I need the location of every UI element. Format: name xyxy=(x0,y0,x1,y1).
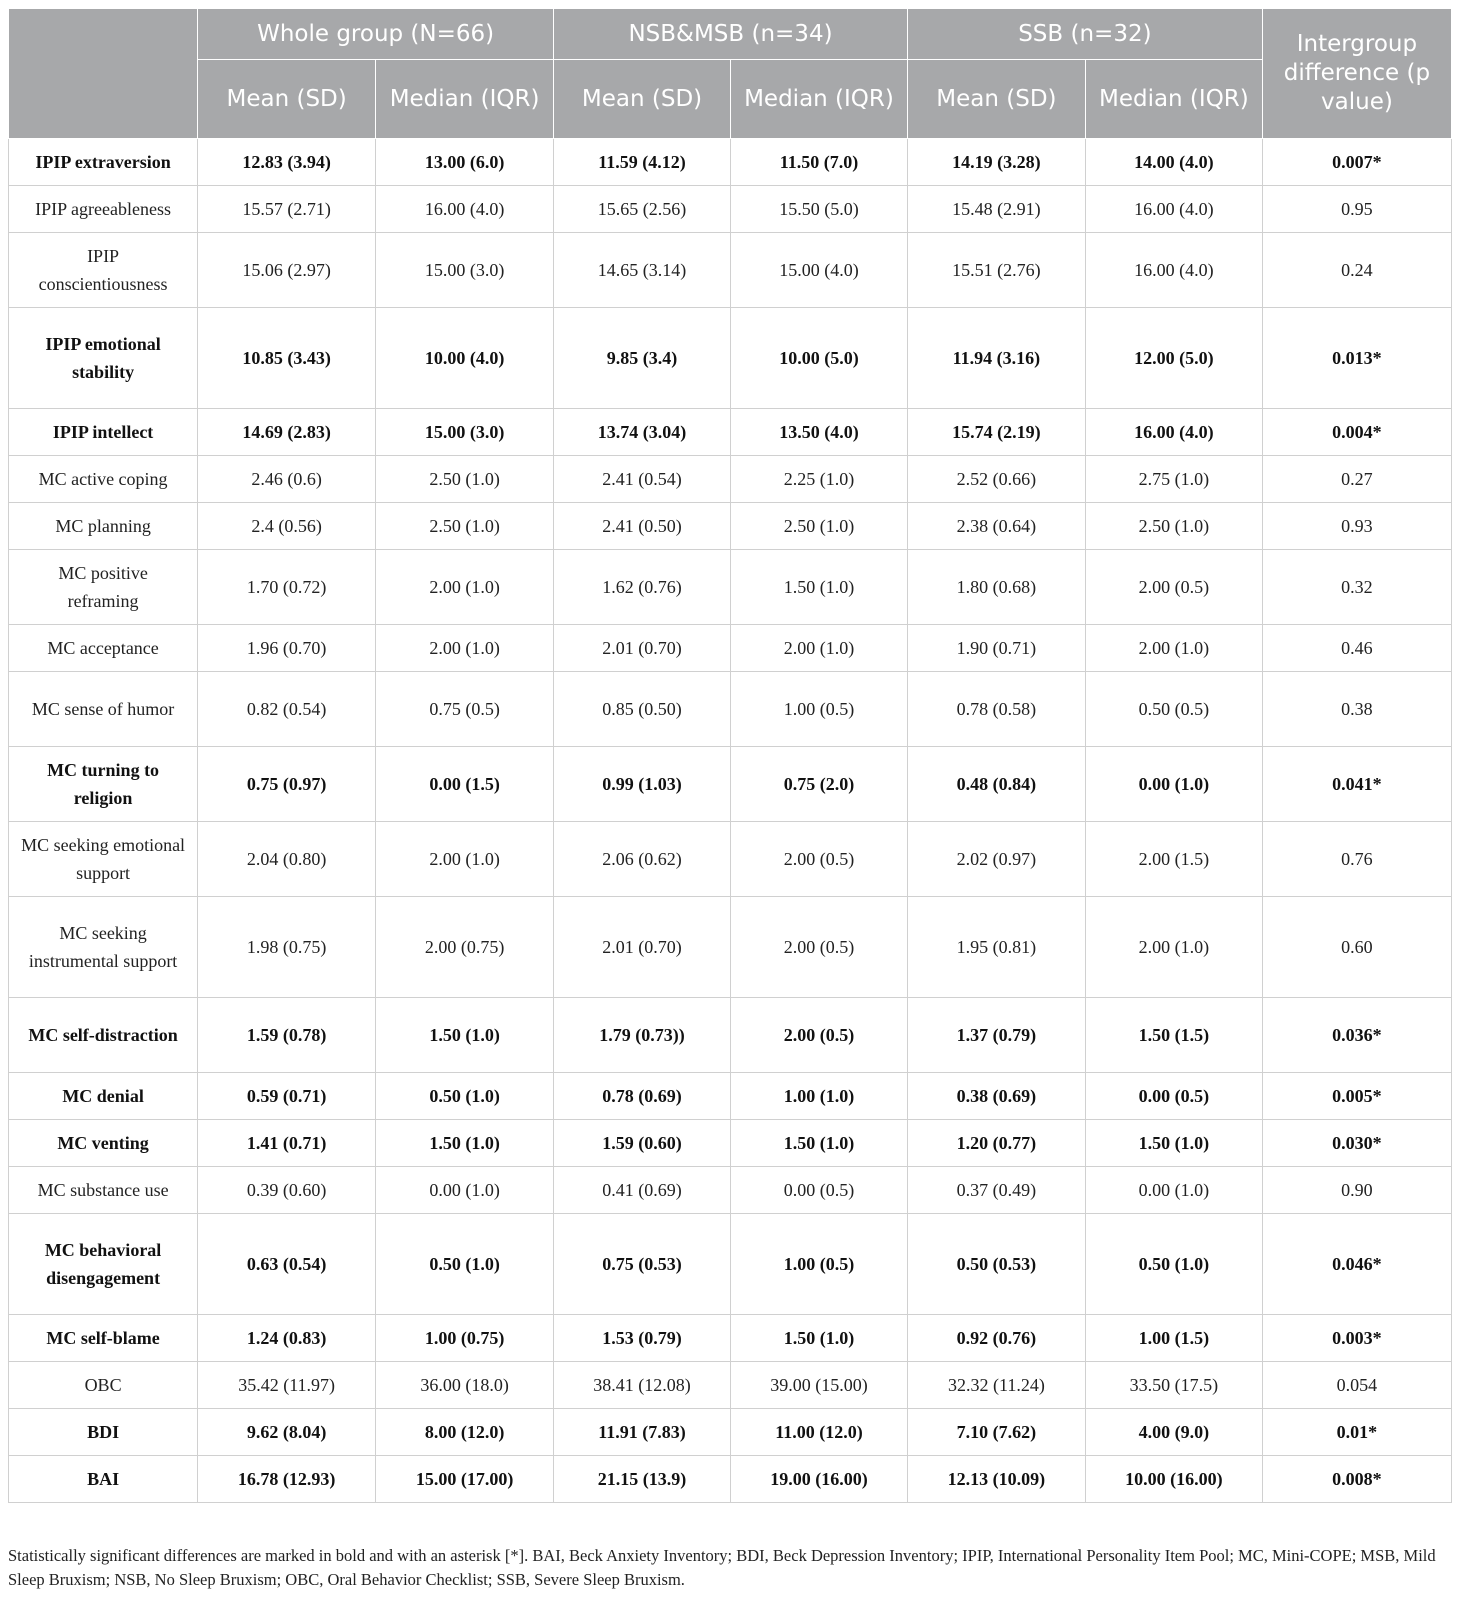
value-cell: 1.96 (0.70) xyxy=(198,625,376,672)
row-label: IPIP emotional stability xyxy=(9,308,198,409)
p-value-cell: 0.004* xyxy=(1262,409,1451,456)
value-cell: 2.00 (0.5) xyxy=(731,897,908,998)
value-cell: 15.00 (3.0) xyxy=(376,233,554,308)
value-cell: 0.78 (0.69) xyxy=(554,1073,731,1120)
value-cell: 2.00 (1.0) xyxy=(731,625,908,672)
header-median-iqr: Median (IQR) xyxy=(1085,60,1262,139)
value-cell: 1.50 (1.0) xyxy=(376,1120,554,1167)
p-value-cell: 0.007* xyxy=(1262,139,1451,186)
value-cell: 2.00 (1.0) xyxy=(1085,625,1262,672)
value-cell: 2.75 (1.0) xyxy=(1085,456,1262,503)
table-row xyxy=(9,1362,1452,1409)
value-cell: 0.50 (1.0) xyxy=(376,1214,554,1315)
value-cell: 2.00 (0.75) xyxy=(376,897,554,998)
value-cell: 36.00 (18.0) xyxy=(376,1362,554,1409)
p-value-cell: 0.95 xyxy=(1262,186,1451,233)
value-cell: 1.50 (1.0) xyxy=(731,1315,908,1362)
table-row xyxy=(9,822,1452,897)
value-cell: 16.00 (4.0) xyxy=(376,186,554,233)
value-cell: 14.69 (2.83) xyxy=(198,409,376,456)
header-intergroup-difference: Intergroup difference (p value) xyxy=(1262,9,1451,139)
value-cell: 1.50 (1.0) xyxy=(731,550,908,625)
p-value-cell: 0.003* xyxy=(1262,1315,1451,1362)
value-cell: 12.00 (5.0) xyxy=(1085,308,1262,409)
value-cell: 0.85 (0.50) xyxy=(554,672,731,747)
value-cell: 39.00 (15.00) xyxy=(731,1362,908,1409)
value-cell: 2.4 (0.56) xyxy=(198,503,376,550)
value-cell: 10.00 (16.00) xyxy=(1085,1456,1262,1503)
table-row xyxy=(9,1167,1452,1214)
value-cell: 0.38 (0.69) xyxy=(907,1073,1085,1120)
value-cell: 0.00 (0.5) xyxy=(1085,1073,1262,1120)
p-value-cell: 0.005* xyxy=(1262,1073,1451,1120)
value-cell: 16.00 (4.0) xyxy=(1085,409,1262,456)
header-mean-sd: Mean (SD) xyxy=(907,60,1085,139)
value-cell: 12.83 (3.94) xyxy=(198,139,376,186)
value-cell: 2.00 (0.5) xyxy=(731,822,908,897)
value-cell: 0.50 (1.0) xyxy=(1085,1214,1262,1315)
table-row xyxy=(9,503,1452,550)
row-label: MC turning to religion xyxy=(9,747,198,822)
p-value-cell: 0.93 xyxy=(1262,503,1451,550)
table-row xyxy=(9,186,1452,233)
value-cell: 2.02 (0.97) xyxy=(907,822,1085,897)
value-cell: 1.62 (0.76) xyxy=(554,550,731,625)
row-label: MC seeking instrumental support xyxy=(9,897,198,998)
value-cell: 0.99 (1.03) xyxy=(554,747,731,822)
table-row xyxy=(9,139,1452,186)
value-cell: 0.82 (0.54) xyxy=(198,672,376,747)
row-label: MC sense of humor xyxy=(9,672,198,747)
row-label: IPIP agreeableness xyxy=(9,186,198,233)
value-cell: 15.50 (5.0) xyxy=(731,186,908,233)
results-table-container xyxy=(8,8,1452,1503)
value-cell: 15.00 (17.00) xyxy=(376,1456,554,1503)
value-cell: 1.00 (0.5) xyxy=(731,672,908,747)
table-row xyxy=(9,1315,1452,1362)
value-cell: 11.94 (3.16) xyxy=(907,308,1085,409)
value-cell: 11.50 (7.0) xyxy=(731,139,908,186)
table-row xyxy=(9,897,1452,998)
value-cell: 10.00 (4.0) xyxy=(376,308,554,409)
value-cell: 1.00 (0.5) xyxy=(731,1214,908,1315)
value-cell: 10.00 (5.0) xyxy=(731,308,908,409)
row-label: IPIP extraversion xyxy=(9,139,198,186)
row-label: MC behavioral disengagement xyxy=(9,1214,198,1315)
row-label: MC self-distraction xyxy=(9,998,198,1073)
value-cell: 15.00 (3.0) xyxy=(376,409,554,456)
value-cell: 2.04 (0.80) xyxy=(198,822,376,897)
value-cell: 2.50 (1.0) xyxy=(1085,503,1262,550)
table-body xyxy=(9,139,1452,1503)
value-cell: 1.53 (0.79) xyxy=(554,1315,731,1362)
value-cell: 2.52 (0.66) xyxy=(907,456,1085,503)
value-cell: 1.59 (0.78) xyxy=(198,998,376,1073)
table-row xyxy=(9,747,1452,822)
value-cell: 0.00 (0.5) xyxy=(731,1167,908,1214)
row-label: BAI xyxy=(9,1456,198,1503)
value-cell: 0.75 (2.0) xyxy=(731,747,908,822)
header-whole-group: Whole group (N=66) xyxy=(198,9,554,60)
value-cell: 1.20 (0.77) xyxy=(907,1120,1085,1167)
value-cell: 2.25 (1.0) xyxy=(731,456,908,503)
value-cell: 11.91 (7.83) xyxy=(554,1409,731,1456)
value-cell: 1.79 (0.73)) xyxy=(554,998,731,1073)
value-cell: 2.00 (0.5) xyxy=(731,998,908,1073)
value-cell: 19.00 (16.00) xyxy=(731,1456,908,1503)
value-cell: 35.42 (11.97) xyxy=(198,1362,376,1409)
value-cell: 0.39 (0.60) xyxy=(198,1167,376,1214)
value-cell: 0.78 (0.58) xyxy=(907,672,1085,747)
table-row xyxy=(9,1073,1452,1120)
header-ssb-group: SSB (n=32) xyxy=(907,9,1262,60)
value-cell: 15.57 (2.71) xyxy=(198,186,376,233)
p-value-cell: 0.38 xyxy=(1262,672,1451,747)
value-cell: 1.90 (0.71) xyxy=(907,625,1085,672)
header-median-iqr: Median (IQR) xyxy=(731,60,908,139)
value-cell: 15.06 (2.97) xyxy=(198,233,376,308)
value-cell: 0.00 (1.0) xyxy=(376,1167,554,1214)
value-cell: 1.00 (0.75) xyxy=(376,1315,554,1362)
value-cell: 14.00 (4.0) xyxy=(1085,139,1262,186)
value-cell: 0.75 (0.97) xyxy=(198,747,376,822)
p-value-cell: 0.008* xyxy=(1262,1456,1451,1503)
p-value-cell: 0.013* xyxy=(1262,308,1451,409)
value-cell: 1.59 (0.60) xyxy=(554,1120,731,1167)
p-value-cell: 0.041* xyxy=(1262,747,1451,822)
header-nsb-msb-group: NSB&MSB (n=34) xyxy=(554,9,908,60)
row-label: OBC xyxy=(9,1362,198,1409)
header-median-iqr: Median (IQR) xyxy=(376,60,554,139)
row-label: MC self-blame xyxy=(9,1315,198,1362)
row-label: MC substance use xyxy=(9,1167,198,1214)
table-row xyxy=(9,456,1452,503)
value-cell: 0.63 (0.54) xyxy=(198,1214,376,1315)
value-cell: 1.00 (1.5) xyxy=(1085,1315,1262,1362)
table-row xyxy=(9,1409,1452,1456)
results-table xyxy=(8,8,1452,1503)
value-cell: 2.01 (0.70) xyxy=(554,625,731,672)
value-cell: 1.80 (0.68) xyxy=(907,550,1085,625)
value-cell: 1.00 (1.0) xyxy=(731,1073,908,1120)
value-cell: 0.50 (0.53) xyxy=(907,1214,1085,1315)
header-mean-sd: Mean (SD) xyxy=(554,60,731,139)
value-cell: 0.50 (0.5) xyxy=(1085,672,1262,747)
header-blank-cell xyxy=(9,9,198,139)
value-cell: 8.00 (12.0) xyxy=(376,1409,554,1456)
value-cell: 2.41 (0.54) xyxy=(554,456,731,503)
value-cell: 0.48 (0.84) xyxy=(907,747,1085,822)
table-row xyxy=(9,672,1452,747)
value-cell: 13.00 (6.0) xyxy=(376,139,554,186)
table-row xyxy=(9,1456,1452,1503)
value-cell: 15.51 (2.76) xyxy=(907,233,1085,308)
row-label: MC active coping xyxy=(9,456,198,503)
value-cell: 15.74 (2.19) xyxy=(907,409,1085,456)
value-cell: 2.00 (1.0) xyxy=(1085,897,1262,998)
p-value-cell: 0.90 xyxy=(1262,1167,1451,1214)
value-cell: 11.00 (12.0) xyxy=(731,1409,908,1456)
value-cell: 2.50 (1.0) xyxy=(376,503,554,550)
table-row xyxy=(9,233,1452,308)
value-cell: 0.59 (0.71) xyxy=(198,1073,376,1120)
value-cell: 1.37 (0.79) xyxy=(907,998,1085,1073)
value-cell: 9.62 (8.04) xyxy=(198,1409,376,1456)
value-cell: 0.50 (1.0) xyxy=(376,1073,554,1120)
value-cell: 14.65 (3.14) xyxy=(554,233,731,308)
value-cell: 16.00 (4.0) xyxy=(1085,233,1262,308)
value-cell: 16.00 (4.0) xyxy=(1085,186,1262,233)
row-label: MC venting xyxy=(9,1120,198,1167)
value-cell: 33.50 (17.5) xyxy=(1085,1362,1262,1409)
value-cell: 0.00 (1.5) xyxy=(376,747,554,822)
value-cell: 0.00 (1.0) xyxy=(1085,1167,1262,1214)
value-cell: 15.48 (2.91) xyxy=(907,186,1085,233)
value-cell: 4.00 (9.0) xyxy=(1085,1409,1262,1456)
p-value-cell: 0.46 xyxy=(1262,625,1451,672)
value-cell: 38.41 (12.08) xyxy=(554,1362,731,1409)
value-cell: 2.00 (1.0) xyxy=(376,550,554,625)
row-label: MC denial xyxy=(9,1073,198,1120)
header-row-stats xyxy=(9,60,1452,139)
row-label: MC positive reframing xyxy=(9,550,198,625)
p-value-cell: 0.27 xyxy=(1262,456,1451,503)
row-label: MC seeking emotional support xyxy=(9,822,198,897)
value-cell: 2.01 (0.70) xyxy=(554,897,731,998)
table-row xyxy=(9,550,1452,625)
value-cell: 1.50 (1.0) xyxy=(1085,1120,1262,1167)
value-cell: 2.00 (0.5) xyxy=(1085,550,1262,625)
table-footnote: Statistically significant differences are marked in bold and with an asterisk [*]. BAI, Beck Anxiety Inventory; BDI, Beck Depression Inventory; IPIP, International Personality Item Pool; MC, Mini-COPE; MSB, Mild Sleep Bruxism; NSB, No Sleep Bruxism; OBC, Oral Behavior Checklist; SSB, Severe Sleep Bruxism. xyxy=(8,1546,1436,1589)
p-value-cell: 0.32 xyxy=(1262,550,1451,625)
value-cell: 0.75 (0.53) xyxy=(554,1214,731,1315)
value-cell: 15.00 (4.0) xyxy=(731,233,908,308)
value-cell: 2.46 (0.6) xyxy=(198,456,376,503)
header-row-groups xyxy=(9,9,1452,60)
table-row xyxy=(9,625,1452,672)
header-mean-sd: Mean (SD) xyxy=(198,60,376,139)
row-label: MC acceptance xyxy=(9,625,198,672)
value-cell: 7.10 (7.62) xyxy=(907,1409,1085,1456)
p-value-cell: 0.01* xyxy=(1262,1409,1451,1456)
table-row xyxy=(9,1120,1452,1167)
p-value-cell: 0.054 xyxy=(1262,1362,1451,1409)
value-cell: 2.50 (1.0) xyxy=(376,456,554,503)
table-row xyxy=(9,1214,1452,1315)
table-row xyxy=(9,409,1452,456)
value-cell: 16.78 (12.93) xyxy=(198,1456,376,1503)
value-cell: 13.74 (3.04) xyxy=(554,409,731,456)
value-cell: 9.85 (3.4) xyxy=(554,308,731,409)
value-cell: 1.50 (1.0) xyxy=(376,998,554,1073)
p-value-cell: 0.76 xyxy=(1262,822,1451,897)
value-cell: 1.70 (0.72) xyxy=(198,550,376,625)
p-value-cell: 0.036* xyxy=(1262,998,1451,1073)
value-cell: 0.00 (1.0) xyxy=(1085,747,1262,822)
value-cell: 14.19 (3.28) xyxy=(907,139,1085,186)
row-label: IPIP intellect xyxy=(9,409,198,456)
p-value-cell: 0.24 xyxy=(1262,233,1451,308)
row-label: MC planning xyxy=(9,503,198,550)
value-cell: 13.50 (4.0) xyxy=(731,409,908,456)
value-cell: 0.37 (0.49) xyxy=(907,1167,1085,1214)
value-cell: 1.50 (1.5) xyxy=(1085,998,1262,1073)
p-value-cell: 0.030* xyxy=(1262,1120,1451,1167)
value-cell: 0.41 (0.69) xyxy=(554,1167,731,1214)
value-cell: 0.92 (0.76) xyxy=(907,1315,1085,1362)
value-cell: 2.06 (0.62) xyxy=(554,822,731,897)
value-cell: 2.00 (1.0) xyxy=(376,625,554,672)
value-cell: 1.95 (0.81) xyxy=(907,897,1085,998)
value-cell: 1.24 (0.83) xyxy=(198,1315,376,1362)
value-cell: 2.38 (0.64) xyxy=(907,503,1085,550)
value-cell: 2.50 (1.0) xyxy=(731,503,908,550)
table-row xyxy=(9,998,1452,1073)
row-label: BDI xyxy=(9,1409,198,1456)
p-value-cell: 0.046* xyxy=(1262,1214,1451,1315)
value-cell: 1.41 (0.71) xyxy=(198,1120,376,1167)
value-cell: 2.41 (0.50) xyxy=(554,503,731,550)
row-label: IPIP conscientiousness xyxy=(9,233,198,308)
p-value-cell: 0.60 xyxy=(1262,897,1451,998)
value-cell: 32.32 (11.24) xyxy=(907,1362,1085,1409)
value-cell: 21.15 (13.9) xyxy=(554,1456,731,1503)
value-cell: 12.13 (10.09) xyxy=(907,1456,1085,1503)
value-cell: 2.00 (1.0) xyxy=(376,822,554,897)
value-cell: 1.50 (1.0) xyxy=(731,1120,908,1167)
value-cell: 11.59 (4.12) xyxy=(554,139,731,186)
value-cell: 10.85 (3.43) xyxy=(198,308,376,409)
value-cell: 0.75 (0.5) xyxy=(376,672,554,747)
value-cell: 2.00 (1.5) xyxy=(1085,822,1262,897)
value-cell: 15.65 (2.56) xyxy=(554,186,731,233)
table-row xyxy=(9,308,1452,409)
value-cell: 1.98 (0.75) xyxy=(198,897,376,998)
